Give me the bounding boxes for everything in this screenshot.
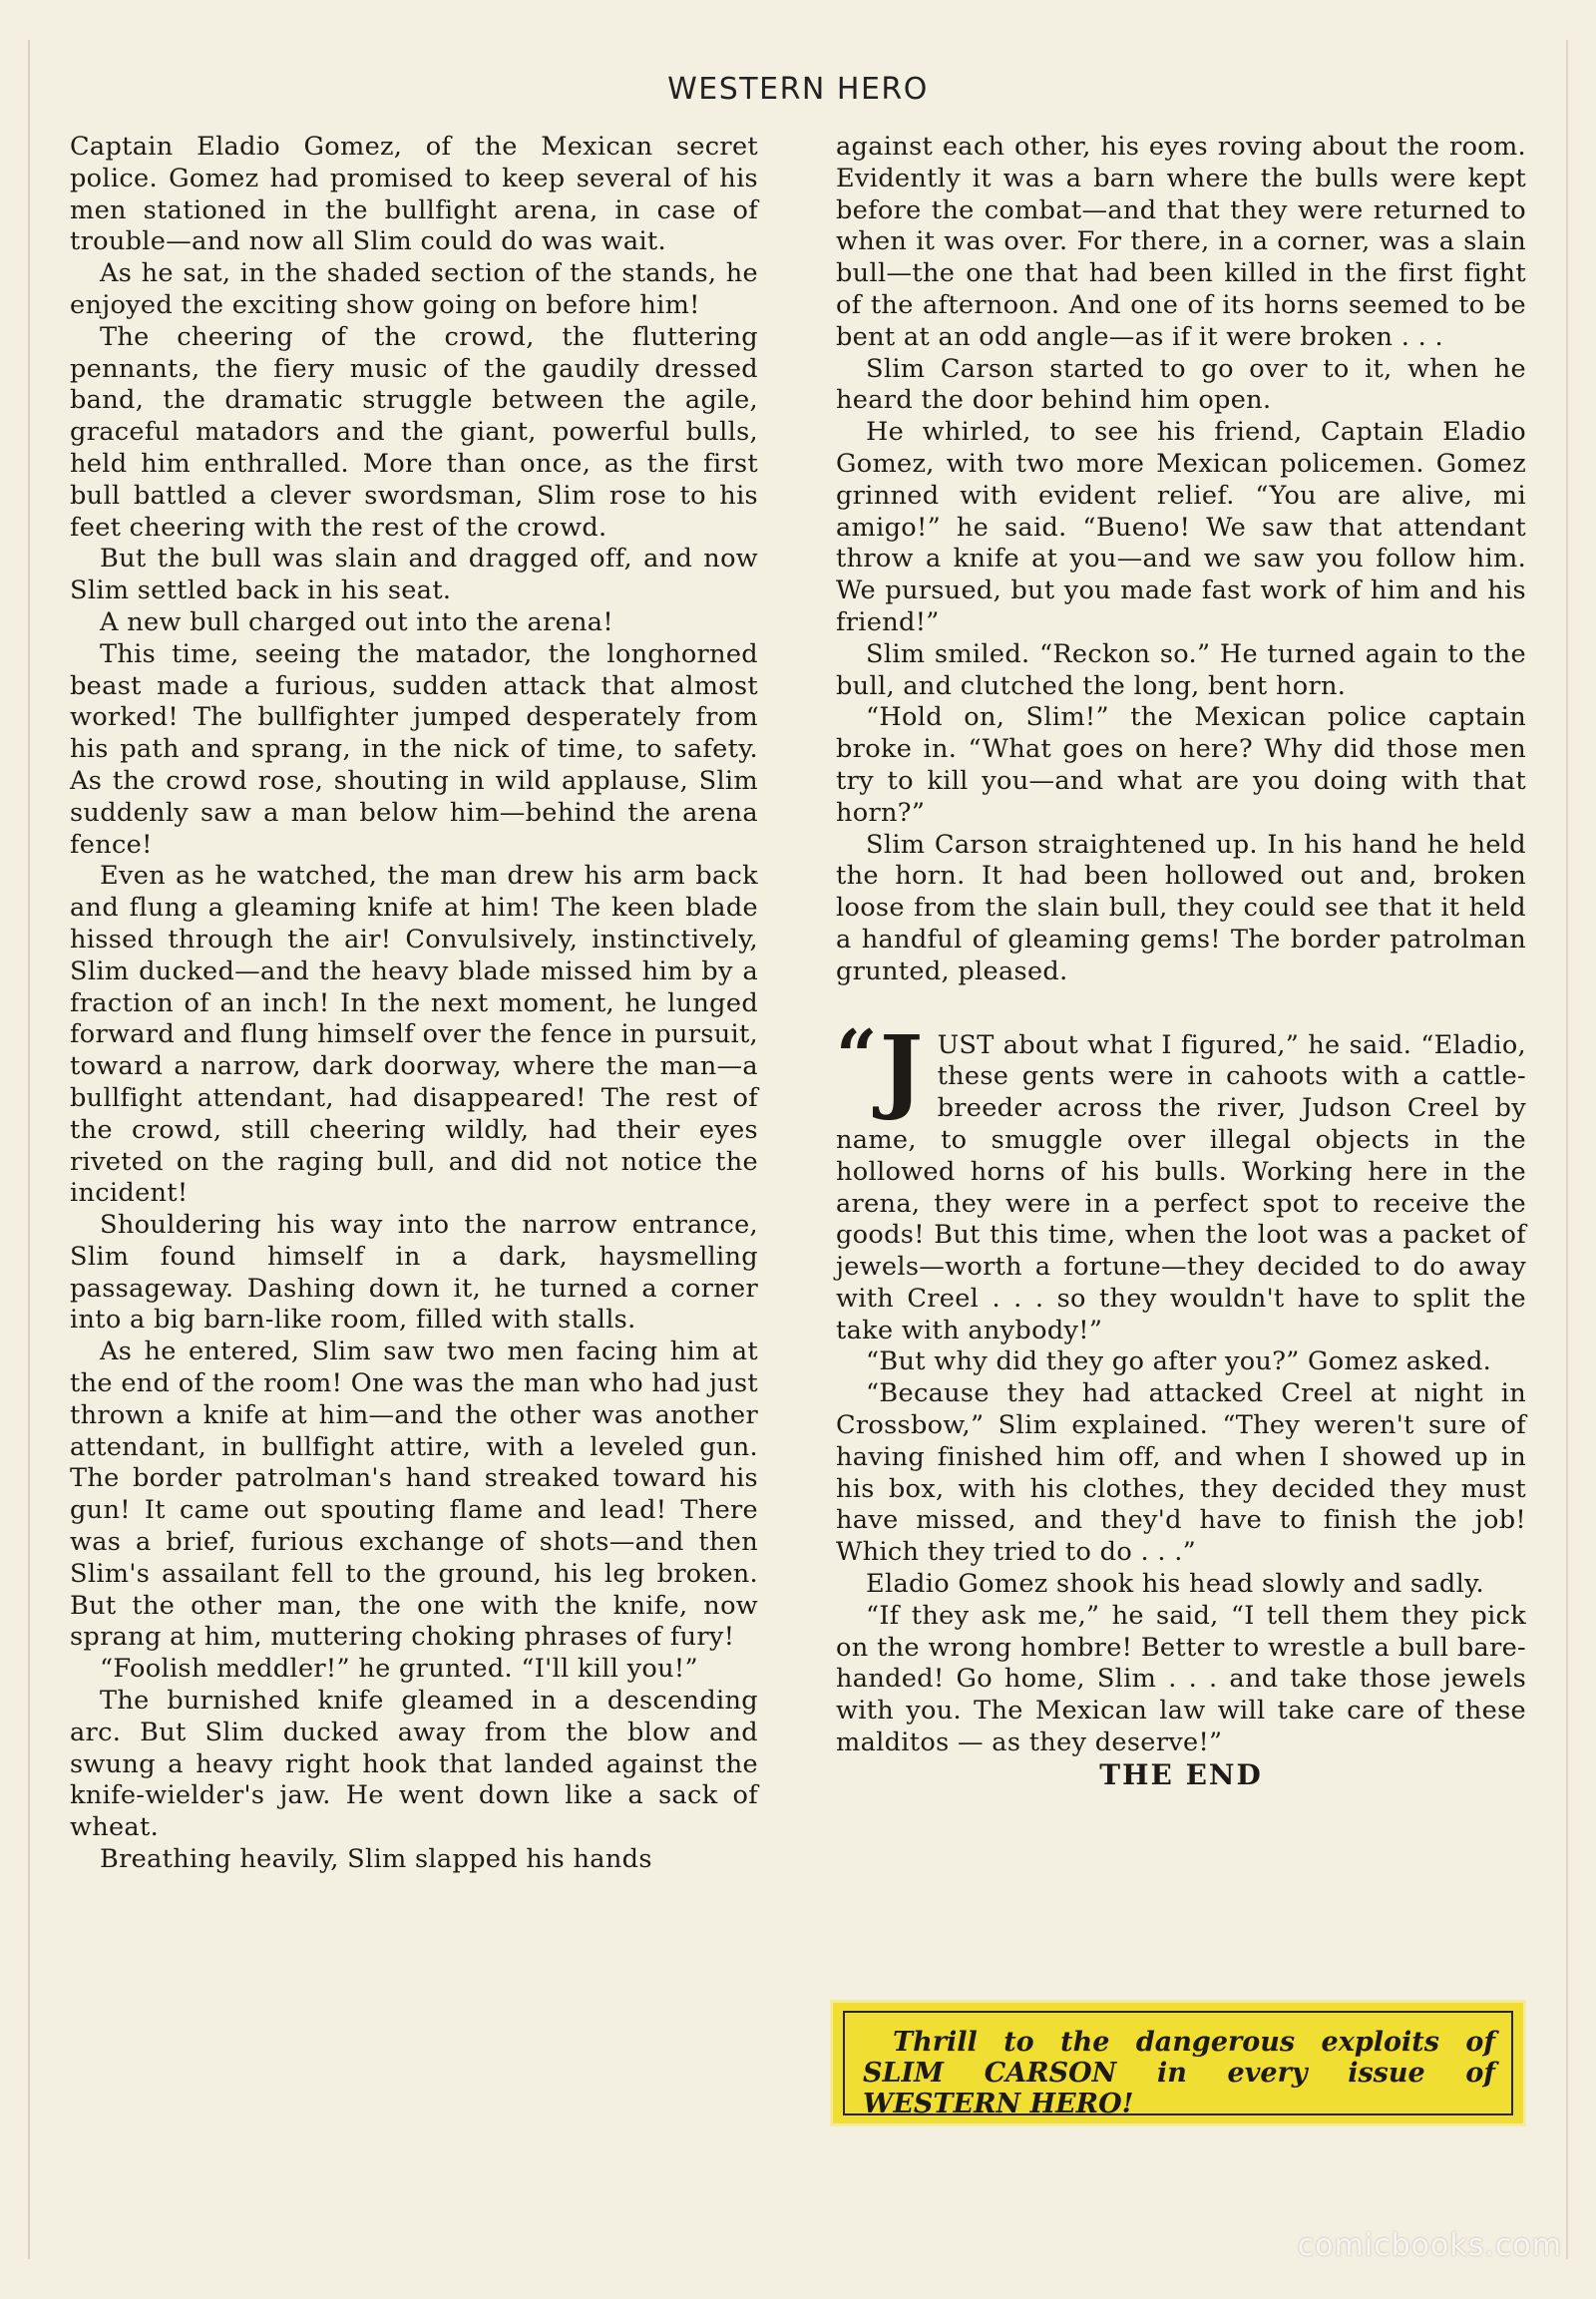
running-head: WESTERN HERO	[667, 72, 929, 107]
paragraph: Shouldering his way into the narrow entrance, Slim found himself in a dark, haysmelling passageway. Dashing down it, he turned a corner into a big barn-like room, filled with stalls.	[70, 1210, 758, 1336]
dropcap-text: UST about what I figured,” he said. “Eladio, these gents were in cahoots with a cattle-breeder across the river, Judson Creel by name, to smuggle over illegal objects in the hollowed horns of his bulls. Working here in the arena, they were in a perfect spot to receive the goods! But this time, when the loot was a packet of jewels—worth a fortune—they decided to do away with Creel . . . so they wouldn't have to split the take with anybody!”	[836, 1029, 1526, 1345]
paragraph: Slim Carson started to go over to it, when he heard the door behind him open.	[836, 353, 1526, 416]
dropcap-quote-mark: “	[836, 1012, 878, 1098]
dropcap-letter: J	[879, 1014, 924, 1123]
paragraph: Captain Eladio Gomez, of the Mexican secret police. Gomez had promised to keep several of his men stationed in the bullfight arena, in case of trouble—and now all Slim could do was wait.	[70, 132, 758, 257]
paragraph: As he entered, Slim saw two men facing him at the end of the room! One was the man who had just thrown a knife at him—and the other was another attendant, in bullfight attire, with a leveled gun. The border patrolman's hand streaked toward his gun! It came out spouting flame and lead! There was a brief, furious exchange of shots—and then Slim's assailant fell to the ground, his leg broken. But the other man, the one with the knife, now sprang at him, muttering choking phrases of fury!	[70, 1337, 758, 1653]
paragraph: “If they ask me,” he said, “I tell them they pick on the wrong hombre! Better to wrestle a bull bare-handed! Go home, Slim . . . and take those jewels with you. The Mexican law will take care of these malditos — as they deserve!”	[836, 1600, 1526, 1758]
paragraph: “Hold on, Slim!” the Mexican police captain broke in. “What goes on here? Why did those men try to kill you—and what are you doing with that horn?”	[836, 702, 1526, 828]
paragraph: As he sat, in the shaded section of the stands, he enjoyed the exciting show going on before him!	[70, 258, 758, 320]
paragraph: The burnished knife gleamed in a descending arc. But Slim ducked away from the blow and swung a heavy right hook that landed against the knife-wielder's jaw. He went down like a sack of wheat.	[70, 1686, 758, 1843]
paragraph: “Foolish meddler!” he grunted. “I'll kill you!”	[100, 1654, 698, 1685]
paragraph: “But why did they go after you?” Gomez asked.	[866, 1346, 1492, 1377]
paragraph: Even as he watched, the man drew his arm back and flung a gleaming knife at him! The keen blade hissed through the air! Convulsively, instinctively, Slim ducked—and the heavy blade missed him by a fraction of an inch! In the next moment, he lunged forward and flung himself over the fence in pursuit, toward a narrow, dark doorway, where the man—a bullfight attendant, had disappeared! The rest of the crowd, still cheering wildly, had their eyes riveted on the raging bull, and did not notice the incident!	[70, 861, 758, 1209]
paragraph: “Because they had attacked Creel at night in Crossbow,” Slim explained. “They weren't sure of having finished him off, and when I showed up in his box, with his clothes, they decided they must have missed, and they'd have to finish the job! Which they tried to do . . .”	[836, 1378, 1526, 1568]
paragraph: A new bull charged out into the arena!	[100, 606, 613, 637]
the-end-label: THE END	[1099, 1757, 1263, 1791]
paragraph: The cheering of the crowd, the fluttering pennants, the fiery music of the gaudily dressed band, the dramatic struggle between the agile, graceful matadors and the giant, powerful bulls, held him enthralled. More than once, as the first bull battled a clever swordsman, Slim rose to his feet cheering with the rest of the crowd.	[70, 321, 758, 543]
paragraph: against each other, his eyes roving about the room. Evidently it was a barn where the bulls were kept before the combat—and that they were returned to when it was over. For there, in a corner, was a slain bull—the one that had been killed in the first fight of the afternoon. And one of its horns seemed to be bent at an odd angle—as if it were broken . . .	[836, 132, 1526, 352]
paragraph: This time, seeing the matador, the longhorned beast made a furious, sudden attack that almost worked! The bullfighter jumped desperately from his path and sprang, in the nick of time, to safety. As the crowd rose, shouting in wild applause, Slim suddenly saw a man below him—behind the arena fence!	[70, 638, 758, 860]
paragraph: Slim smiled. “Reckon so.” He turned again to the bull, and clutched the long, bent horn.	[836, 638, 1526, 701]
paragraph: But the bull was slain and dragged off, and now Slim settled back in his seat.	[70, 544, 758, 606]
promo-text: Thrill to the dangerous exploits of SLIM CARSON in every issue of WESTERN HERO!	[843, 2011, 1513, 2115]
paragraph: He whirled, to see his friend, Captain Eladio Gomez, with two more Mexican policemen. Gomez grinned with evident relief. “You are alive, mi amigo!” he said. “Bueno! We saw that attendant throw a knife at you—and we saw you follow him. We pursued, but you made fast work of him and his friend!”	[836, 417, 1526, 637]
paragraph: Slim Carson straightened up. In his hand he held the horn. It had been hollowed out and, broken loose from the slain bull, they could see that it held a handful of gleaming gems! The border patrolman grunted, pleased.	[836, 829, 1526, 986]
left-column	[70, 132, 758, 1876]
promo-box	[830, 2000, 1526, 2126]
dropcap-paragraph	[836, 1012, 1526, 1347]
paragraph: Breathing heavily, Slim slapped his hands	[100, 1844, 652, 1875]
right-column	[836, 132, 1526, 1791]
paragraph: Eladio Gomez shook his head slowly and sadly.	[866, 1569, 1484, 1600]
watermark-text: comicbooks.com	[1297, 2228, 1562, 2263]
